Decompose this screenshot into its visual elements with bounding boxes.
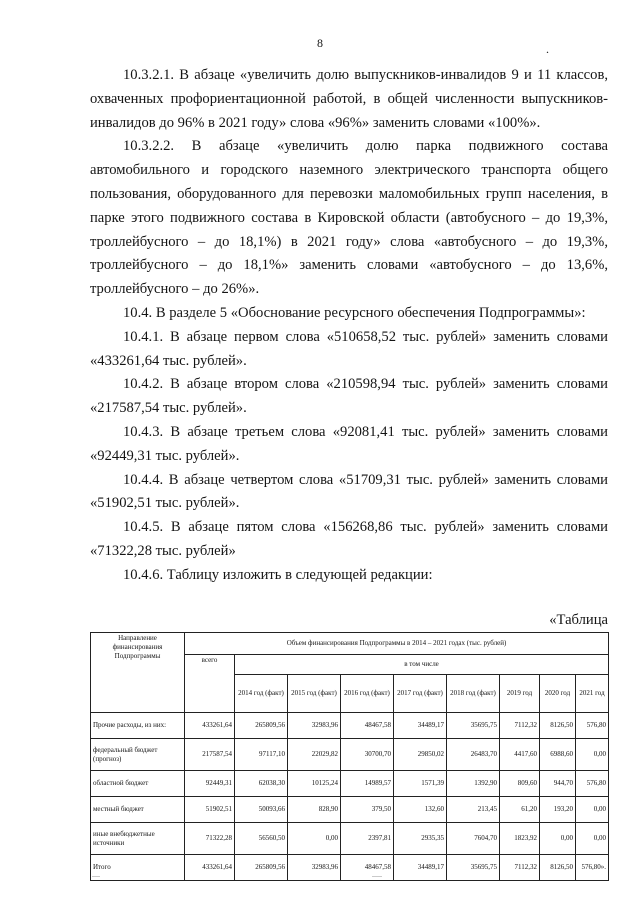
cell-value: 32983,96 [288,713,341,739]
document-body [90,64,608,588]
paragraph-10-4-1: 10.4.1. В абзаце первом слова «510658,52 тыс. рублей» заменить словами «433261,64 тыс. рублей». [90,328,608,369]
year-header: 2021 год [576,675,609,713]
cell-value: 4417,60 [500,739,540,771]
cell-value: 35695,75 [447,855,500,881]
cell-value: 193,20 [540,797,576,823]
cell-value: 828,90 [288,797,341,823]
footer-mark-left: .... [92,870,100,879]
row-total: 217587,54 [185,739,235,771]
paragraph-10-4-6: 10.4.6. Таблицу изложить в следующей редакции: [123,566,433,583]
cell-value: 62038,30 [235,771,288,797]
cell-value: 14989,57 [341,771,394,797]
financing-table [90,632,609,881]
cell-value: 34489,17 [394,713,447,739]
cell-value: 2935,35 [394,823,447,855]
cell-value: 34489,17 [394,855,447,881]
header-direction: Направление финансирования Подпрограммы [91,633,185,713]
cell-value: 30700,70 [341,739,394,771]
cell-value: 26483,70 [447,739,500,771]
paragraph-10-3-2-2: 10.3.2.2. В абзаце «увеличить долю парка подвижного состава автомобильного и городского наземного электрического транспорта общего пользования, оборудованного для перевозки маломобильных групп населения, в парке этого подвижного состава в Кировской области (автобусного – до 19,3%, троллейбусного – до 18,1%) в 2021 году» слова «автобусного – до 19,3%, троллейбусного – до 18,1%» заменить словами «автобусного – до 13,6%, троллейбусного – до 26%». [90,138,608,298]
cell-value: 2397,81 [341,823,394,855]
cell-value: 576,80 [576,771,609,797]
cell-value: 61,20 [500,797,540,823]
table-row [91,771,609,797]
cell-value: 6988,60 [540,739,576,771]
paragraph-10-4: 10.4. В разделе 5 «Обоснование ресурсного обеспечения Подпрограммы»: [123,304,586,321]
row-total: 71322,28 [185,823,235,855]
cell-value: 50093,66 [235,797,288,823]
cell-value: 22029,82 [288,739,341,771]
cell-value: 1392,90 [447,771,500,797]
cell-value: 1823,92 [500,823,540,855]
cell-value: 7112,32 [500,713,540,739]
year-header: 2018 год (факт) [447,675,500,713]
cell-value: 132,60 [394,797,447,823]
cell-value: 0,00 [576,739,609,771]
paragraph-10-4-4: 10.4.4. В абзаце четвертом слова «51709,31 тыс. рублей» заменить словами «51902,51 тыс. рублей». [90,471,608,512]
paragraph-10-3-2-1: 10.3.2.1. В абзаце «увеличить долю выпускников-инвалидов 9 и 11 классов, охваченных профориентационной работой, в общей численности выпускников-инвалидов до 96% в 2021 году» слова «96%» заменить словами «100%». [90,67,608,131]
row-total: 51902,51 [185,797,235,823]
year-header: 2015 год (факт) [288,675,341,713]
table-row [91,855,609,881]
row-total: 433261,64 [185,713,235,739]
table-row [91,739,609,771]
year-header: 2017 год (факт) [394,675,447,713]
paragraph-10-4-5: 10.4.5. В абзаце пятом слова «156268,86 тыс. рублей» заменить словами «71322,28 тыс. рублей» [90,519,608,559]
cell-value: 7604,70 [447,823,500,855]
cell-value: 576,80 [576,713,609,739]
cell-value: 7112,32 [500,855,540,881]
cell-value: 0,00 [540,823,576,855]
footer-mark-middle: ..... [372,870,382,879]
paragraph-10-4-2: 10.4.2. В абзаце втором слова «210598,94 тыс. рублей» заменить словами «217587,54 тыс. рублей». [90,376,608,417]
row-label: иные внебюджетные источники [91,823,185,855]
table-row [91,823,609,855]
cell-value: 809,60 [500,771,540,797]
cell-value: 48467,58 [341,713,394,739]
header-volume: Объем финансирования Подпрограммы в 2014 – 2021 годах (тыс. рублей) [185,633,609,655]
cell-value: 10125,24 [288,771,341,797]
year-header: 2019 год [500,675,540,713]
row-label: федеральный бюджет (прогноз) [91,739,185,771]
row-total: 92449,31 [185,771,235,797]
cell-value: 56560,50 [235,823,288,855]
cell-value: 97117,10 [235,739,288,771]
table-row [91,713,609,739]
cell-value: 0,00 [576,797,609,823]
row-total: 433261,64 [185,855,235,881]
header-including: в том числе [235,655,609,675]
cell-value: 379,50 [341,797,394,823]
cell-value: 8126,50 [540,855,576,881]
year-header: 2020 год [540,675,576,713]
year-header: 2016 год (факт) [341,675,394,713]
cell-value: 213,45 [447,797,500,823]
paragraph-10-4-3: 10.4.3. В абзаце третьем слова «92081,41 тыс. рублей» заменить словами «92449,31 тыс. рублей». [90,423,608,464]
table-caption: «Таблица [549,612,608,628]
cell-value: 0,00 [288,823,341,855]
year-header: 2014 год (факт) [235,675,288,713]
row-label: Прочие расходы, из них: [91,713,185,739]
row-label: местный бюджет [91,797,185,823]
cell-value: 576,80». [576,855,609,881]
cell-value: 944,70 [540,771,576,797]
cell-value: 265809,56 [235,855,288,881]
page-number: 8 [317,36,323,50]
cell-value: 29850,02 [394,739,447,771]
cell-value: 48467,58 [341,855,394,881]
row-label: Итого [91,855,185,881]
cell-value: 265809,56 [235,713,288,739]
cell-value: 32983,96 [288,855,341,881]
cell-value: 1571,39 [394,771,447,797]
table-row [91,797,609,823]
cell-value: 0,00 [576,823,609,855]
row-label: областной бюджет [91,771,185,797]
header-total: всего [185,655,235,713]
page-mark: . [546,42,549,56]
cell-value: 8126,50 [540,713,576,739]
cell-value: 35695,75 [447,713,500,739]
